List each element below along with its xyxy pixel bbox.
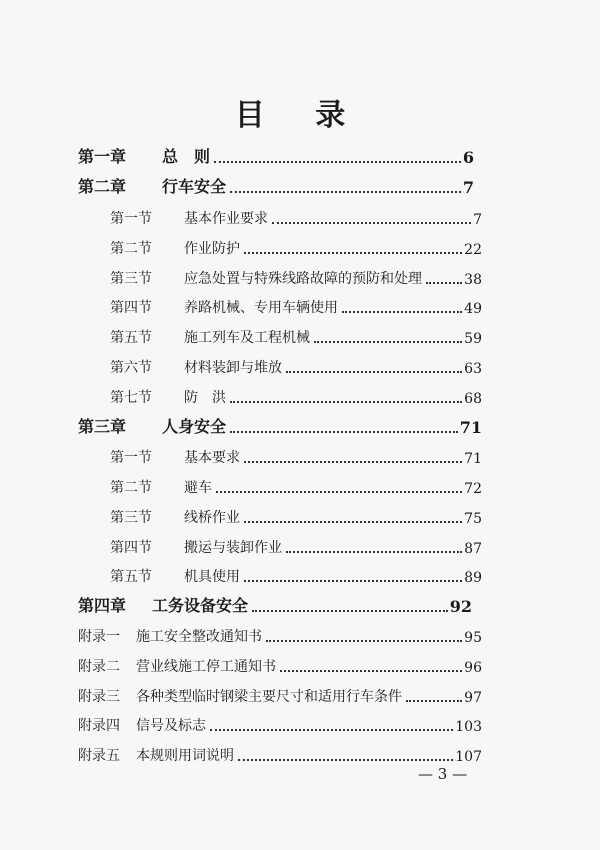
dot-leader [280, 669, 462, 672]
entry-title: 施工安全整改通知书 [136, 629, 262, 645]
entry-page: 38 [464, 272, 482, 288]
entry-label: 第四节 [110, 300, 152, 316]
toc-entry [78, 652, 482, 676]
entry-title: 行车安全 [162, 177, 227, 196]
entry-label: 第三节 [110, 510, 152, 526]
entry-title: 施工列车及工程机械 [184, 330, 310, 346]
dot-leader [244, 579, 462, 582]
entry-title: 防 洪 [184, 390, 226, 406]
entry-title: 基本作业要求 [184, 211, 268, 227]
entry-label: 附录四 [78, 718, 120, 734]
entry-page: 68 [464, 391, 482, 407]
entry-title: 工务设备安全 [152, 596, 249, 615]
entry-title: 作业防护 [184, 241, 240, 257]
entry-page: 59 [464, 331, 482, 347]
entry-label: 第三节 [110, 271, 152, 287]
entry-page: 7 [462, 178, 474, 197]
dot-leader [286, 370, 462, 373]
dot-leader [230, 430, 458, 433]
entry-label: 第三章 [78, 417, 127, 436]
toc-entry [78, 173, 474, 197]
toc-entry [110, 204, 482, 228]
toc-entry [78, 711, 482, 735]
entry-label: 附录二 [78, 659, 120, 675]
toc-entry [78, 682, 482, 706]
entry-page: 49 [464, 301, 482, 317]
dot-leader [314, 340, 462, 343]
entry-title: 基本要求 [184, 450, 240, 466]
entry-page: 6 [462, 148, 474, 167]
toc-entry [78, 143, 474, 167]
entry-title: 本规则用词说明 [136, 748, 234, 764]
dot-leader [342, 310, 462, 313]
dot-leader [238, 758, 453, 761]
entry-title: 人身安全 [162, 417, 227, 436]
entry-page: 72 [464, 481, 482, 497]
entry-label: 第五节 [110, 569, 152, 585]
entry-page: 97 [464, 690, 482, 706]
dot-leader [266, 639, 462, 642]
entry-title: 避车 [184, 480, 212, 496]
toc-entry [110, 293, 482, 317]
toc-entry [110, 353, 482, 377]
toc-entry [110, 503, 482, 527]
toc-entry [110, 443, 482, 467]
dot-leader [252, 609, 448, 612]
entry-title: 搬运与装卸作业 [184, 540, 282, 556]
entry-label: 第一章 [78, 147, 127, 166]
entry-page: 71 [464, 451, 482, 467]
entry-label: 第六节 [110, 360, 152, 376]
entry-title: 机具使用 [184, 569, 240, 585]
entry-page: 71 [459, 418, 482, 437]
entry-page: 89 [464, 570, 482, 586]
entry-title: 信号及标志 [136, 718, 206, 734]
toc-entry [78, 592, 472, 616]
entry-label: 第七节 [110, 390, 152, 406]
toc-entry [78, 741, 482, 765]
entry-title: 营业线施工停工通知书 [136, 659, 276, 675]
entry-title: 材料装卸与堆放 [184, 360, 282, 376]
dot-leader [272, 221, 471, 224]
entry-title: 各种类型临时钢梁主要尺寸和适用行车条件 [136, 689, 402, 705]
entry-label: 第四章 [78, 596, 127, 615]
toc-entry [110, 562, 482, 586]
entry-page: 87 [464, 541, 482, 557]
entry-title: 养路机械、专用车辆使用 [184, 300, 338, 316]
dot-leader [230, 400, 462, 403]
entry-label: 第四节 [110, 540, 152, 556]
entry-page: 96 [464, 660, 482, 676]
dot-leader [244, 251, 462, 254]
entry-label: 第一节 [110, 211, 152, 227]
entry-label: 第二节 [110, 241, 152, 257]
page-title: 目 录 [234, 98, 366, 133]
entry-page: 75 [464, 511, 482, 527]
dot-leader [210, 728, 453, 731]
toc-entry [110, 264, 482, 288]
entry-label: 附录一 [78, 629, 120, 645]
entry-page: 92 [449, 597, 472, 616]
dot-leader [244, 460, 462, 463]
toc-entry [110, 234, 482, 258]
entry-page: 103 [455, 719, 482, 735]
entry-page: 95 [464, 630, 482, 646]
toc-entry [110, 383, 482, 407]
dot-leader [406, 699, 462, 702]
entry-title: 总 则 [162, 147, 211, 166]
entry-title: 线桥作业 [184, 510, 240, 526]
dot-leader [286, 550, 462, 553]
dot-leader [426, 281, 462, 284]
dot-leader [216, 490, 462, 493]
dot-leader [214, 160, 461, 163]
entry-page: 22 [464, 242, 482, 258]
toc-entry [110, 533, 482, 557]
entry-page: 63 [464, 361, 482, 377]
entry-page: 7 [473, 212, 482, 228]
entry-label: 第二章 [78, 177, 127, 196]
entry-label: 第一节 [110, 450, 152, 466]
entry-label: 第二节 [110, 480, 152, 496]
entry-page: 107 [455, 749, 482, 765]
entry-label: 附录三 [78, 689, 120, 705]
toc-entry [78, 413, 482, 437]
page-number: — 3 — [418, 765, 468, 783]
entry-label: 附录五 [78, 748, 120, 764]
toc-entry [110, 473, 482, 497]
dot-leader [230, 190, 461, 193]
entry-title: 应急处置与特殊线路故障的预防和处理 [184, 271, 422, 287]
entry-label: 第五节 [110, 330, 152, 346]
toc-entry [110, 323, 482, 347]
toc-entry [78, 622, 482, 646]
dot-leader [244, 520, 462, 523]
